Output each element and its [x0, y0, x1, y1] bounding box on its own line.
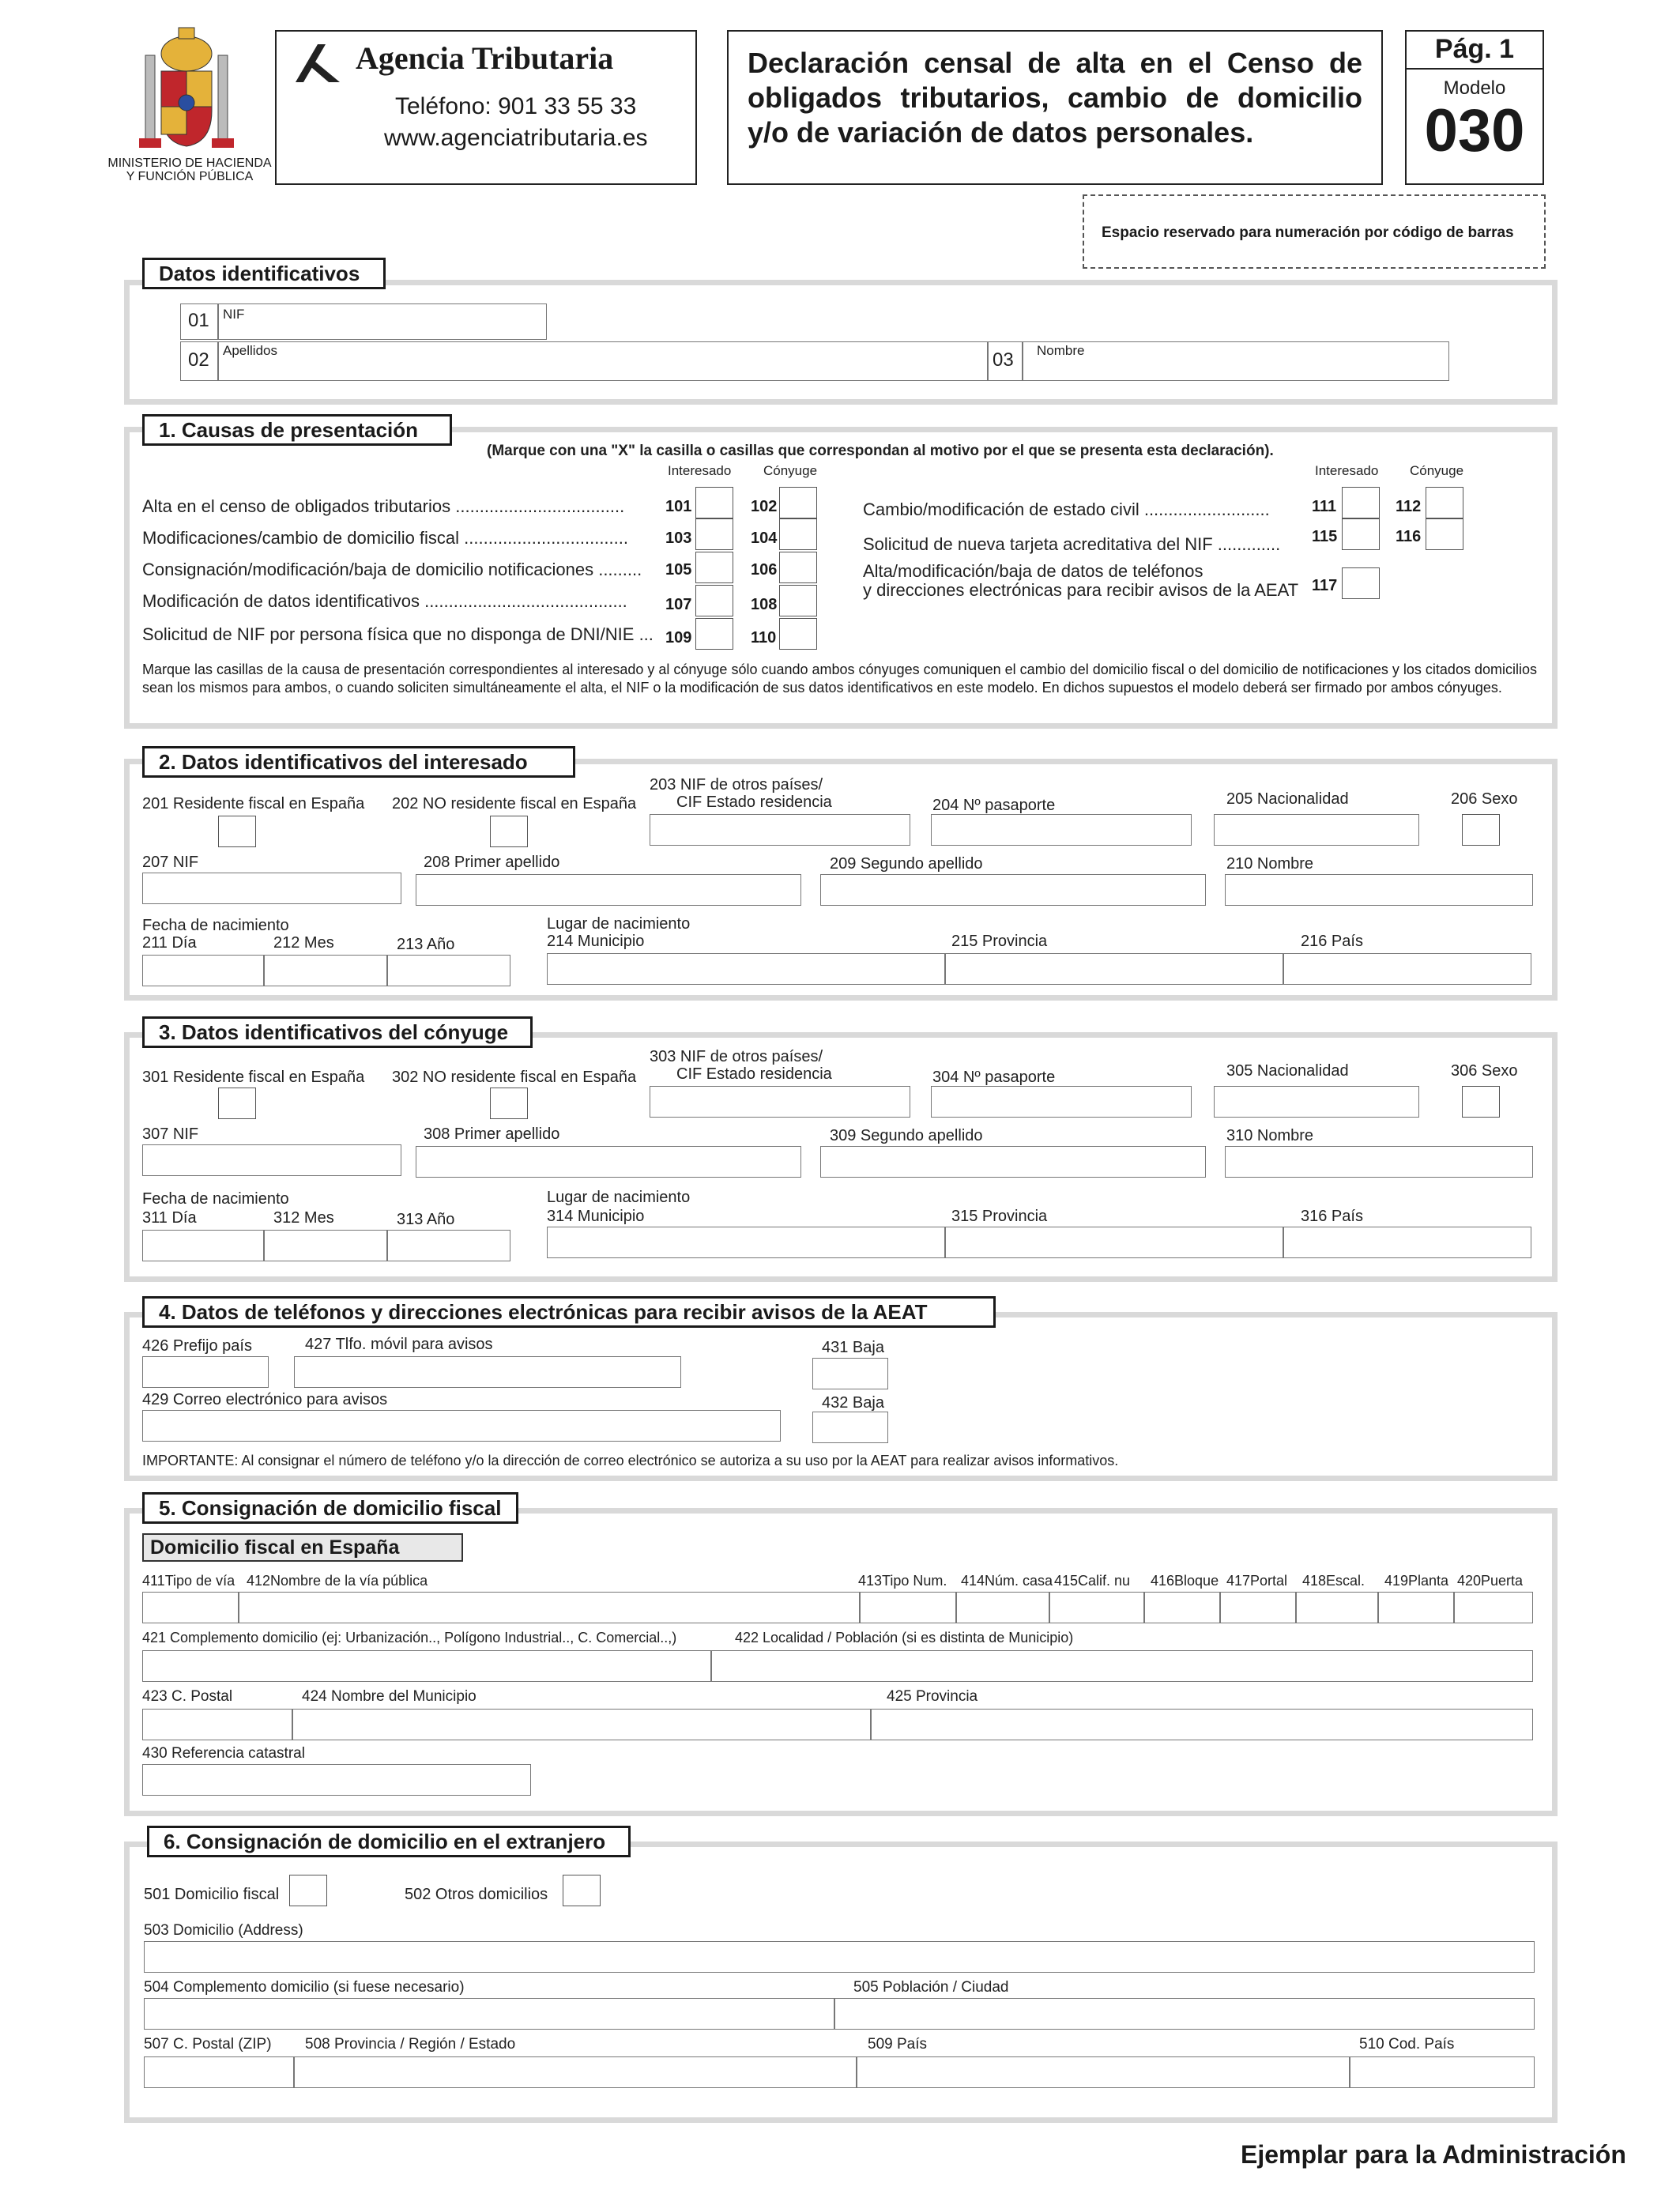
s2-215-field[interactable]: [945, 953, 1283, 985]
checkbox-112[interactable]: [1426, 487, 1463, 518]
s3-fecha-label: Fecha de nacimiento: [142, 1190, 289, 1208]
s2-214-field[interactable]: [547, 953, 945, 985]
s5-425-field[interactable]: [871, 1709, 1533, 1740]
s3-314-field[interactable]: [547, 1227, 945, 1258]
s5-414-label: 414Núm. casa: [961, 1573, 1053, 1589]
s5-417-field[interactable]: [1220, 1592, 1296, 1623]
s5-413-label: 413Tipo Num.: [858, 1573, 947, 1589]
s2-207-label: 207 NIF: [142, 854, 199, 871]
s5-415-field[interactable]: [1049, 1592, 1144, 1623]
checkbox-105[interactable]: [695, 552, 733, 583]
s1-interesado-header-right: Interesado: [1315, 463, 1379, 478]
s4-431-field[interactable]: [812, 1358, 888, 1389]
cause-102-code: 102: [751, 498, 778, 515]
s2-205-field[interactable]: [1214, 814, 1419, 846]
s2-203-field[interactable]: [650, 814, 910, 846]
cause-117-code: 117: [1312, 577, 1338, 594]
s5-424-field[interactable]: [292, 1709, 871, 1740]
s2-lugar-label: Lugar de nacimiento: [547, 915, 691, 933]
s2-213-label: 213 Año: [397, 936, 455, 953]
form-title: Declaración censal de alta en el Censo de obligados tributarios, cambio de domicilio y/o de variación de datos personales.: [748, 47, 1362, 149]
s3-306-label: 306 Sexo: [1451, 1062, 1518, 1080]
section-5-title: 5. Consignación de domicilio fiscal: [142, 1492, 518, 1524]
s3-301-checkbox[interactable]: [218, 1088, 256, 1119]
s1-conyuge-header-left: Cónyuge: [763, 463, 818, 478]
s2-214-label: 214 Municipio: [547, 933, 645, 950]
s2-212-field[interactable]: [264, 955, 387, 986]
s1-instruction: (Marque con una "X" la casilla o casillas que correspondan al motivo por el que se presenta esta declaración).: [487, 443, 1274, 459]
s3-304-label: 304 Nº pasaporte: [932, 1069, 1056, 1086]
s2-203-label-2: CIF Estado residencia: [676, 794, 832, 811]
s5-422-field[interactable]: [711, 1650, 1533, 1682]
s5-424-label: 424 Nombre del Municipio: [302, 1688, 477, 1705]
cause-103-code: 103: [665, 530, 692, 547]
s5-411-field[interactable]: [142, 1592, 239, 1623]
s3-309-field[interactable]: [820, 1146, 1206, 1178]
s3-316-label: 316 País: [1301, 1208, 1363, 1225]
s2-204-label: 204 Nº pasaporte: [932, 797, 1056, 814]
s5-417-label: 417Portal: [1226, 1573, 1288, 1589]
s3-314-label: 314 Municipio: [547, 1208, 645, 1225]
checkbox-103[interactable]: [695, 518, 733, 550]
cause-101-code: 101: [665, 498, 692, 515]
page-number-box: [1405, 30, 1544, 70]
s3-306-checkbox[interactable]: [1462, 1086, 1500, 1118]
s3-305-label: 305 Nacionalidad: [1226, 1062, 1349, 1080]
barcode-area: [1083, 194, 1546, 269]
section-2-title: 2. Datos identificativos del interesado: [142, 746, 575, 778]
footer-copy-label: Ejemplar para la Administración: [1241, 2140, 1626, 2169]
s6-502-checkbox[interactable]: [563, 1875, 601, 1906]
s3-307-label: 307 NIF: [142, 1125, 199, 1143]
nombre-field[interactable]: [1023, 341, 1449, 381]
s5-421-label: 421 Complemento domicilio (ej: Urbanización.., Polígono Industrial.., C. Comercial..,): [142, 1630, 677, 1646]
s3-312-label: 312 Mes: [273, 1209, 334, 1227]
s1-note: Marque las casillas de la causa de presentación correspondientes al interesado y al cónyuge sólo cuando ambos cónyuges comuniquen el cambio del domicilio fiscal o del domicilio de notificaciones y los citados domicilios sean los mismos para ambos, o cuando soliciten simultáneamente el alta, el NIF o la modificación de sus datos identificativos en este modelo. En dichos supuestos el modelo deberá ser firmado por ambos cónyuges.: [142, 662, 1537, 696]
s2-216-label: 216 País: [1301, 933, 1363, 950]
checkbox-101[interactable]: [695, 487, 733, 518]
checkbox-102[interactable]: [779, 487, 817, 518]
ministry-line-1: MINISTERIO DE HACIENDA: [107, 156, 272, 170]
cause-telefonos-label-1: Alta/modificación/baja de datos de teléfonos: [863, 561, 1203, 581]
checkbox-115[interactable]: [1342, 518, 1380, 550]
checkbox-111[interactable]: [1342, 487, 1380, 518]
s6-503-label: 503 Domicilio (Address): [144, 1922, 303, 1939]
s3-303-label-2: CIF Estado residencia: [676, 1065, 832, 1083]
s2-206-label: 206 Sexo: [1451, 790, 1518, 808]
section-ident-title: Datos identificativos: [142, 258, 386, 289]
checkbox-117[interactable]: [1342, 567, 1380, 599]
s3-310-field[interactable]: [1225, 1146, 1533, 1178]
s2-207-field[interactable]: [142, 873, 401, 904]
section-1-title: 1. Causas de presentación: [142, 414, 452, 446]
s3-310-label: 310 Nombre: [1226, 1127, 1314, 1144]
s5-412-field[interactable]: [239, 1592, 860, 1623]
s3-309-label: 309 Segundo apellido: [830, 1127, 983, 1144]
checkbox-107[interactable]: [695, 585, 733, 616]
apellidos-field[interactable]: [218, 341, 988, 381]
cause-110-code: 110: [751, 629, 777, 647]
s6-508-field[interactable]: [294, 2056, 857, 2088]
s6-505-field[interactable]: [834, 1998, 1535, 2030]
s6-501-label: 501 Domicilio fiscal: [144, 1886, 280, 1903]
s3-302-checkbox[interactable]: [490, 1088, 528, 1119]
cause-identificativos-label: Modificación de datos identificativos ..........................................: [142, 591, 627, 611]
s6-509-label: 509 País: [868, 2036, 927, 2053]
ministry-line-2: Y FUNCIÓN PÚBLICA: [126, 170, 254, 183]
cause-104-code: 104: [751, 530, 778, 547]
s2-202-label: 202 NO residente fiscal en España: [392, 795, 637, 812]
nif-field[interactable]: [218, 303, 547, 340]
s5-416-field[interactable]: [1144, 1592, 1220, 1623]
s5-412-label: 412Nombre de la vía pública: [247, 1573, 428, 1589]
s6-501-checkbox[interactable]: [289, 1875, 327, 1906]
s3-304-field[interactable]: [931, 1086, 1192, 1118]
s5-418-field[interactable]: [1296, 1592, 1378, 1623]
checkbox-108[interactable]: [779, 585, 817, 616]
s2-203-label-1: 203 NIF de otros países/: [650, 776, 823, 794]
s2-209-label: 209 Segundo apellido: [830, 855, 983, 873]
s2-204-field[interactable]: [931, 814, 1192, 846]
section-4-title: 4. Datos de teléfonos y direcciones electrónicas para recibir avisos de la AEAT: [142, 1296, 996, 1328]
s3-308-label: 308 Primer apellido: [424, 1125, 560, 1143]
s4-431-label: 431 Baja: [822, 1339, 884, 1356]
cause-115-code: 115: [1312, 528, 1338, 545]
s2-208-field[interactable]: [416, 874, 801, 906]
s6-503-field[interactable]: [144, 1941, 1535, 1973]
s6-505-label: 505 Población / Ciudad: [853, 1979, 1009, 1996]
checkbox-106[interactable]: [779, 552, 817, 583]
s2-208-label: 208 Primer apellido: [424, 854, 560, 871]
section-3-title: 3. Datos identificativos del cónyuge: [142, 1016, 533, 1048]
agency-logo-icon: [294, 43, 341, 88]
s3-307-field[interactable]: [142, 1144, 401, 1176]
s2-fecha-label: Fecha de nacimiento: [142, 917, 289, 934]
s5-419-label: 419Planta: [1384, 1573, 1449, 1589]
form-title-box: [727, 30, 1383, 185]
s4-note: IMPORTANTE: Al consignar el número de teléfono y/o la dirección de correo electrónico se autoriza a su uso por la AEAT para realizar avisos informativos.: [142, 1453, 1119, 1468]
s5-420-field[interactable]: [1454, 1592, 1533, 1623]
s4-427-field[interactable]: [294, 1356, 681, 1388]
s1-conyuge-header-right: Cónyuge: [1410, 463, 1464, 478]
cause-106-code: 106: [751, 561, 778, 579]
cause-telefonos-label-2: y direcciones electrónicas para recibir avisos de la AEAT: [863, 580, 1299, 600]
s3-316-field[interactable]: [1283, 1227, 1531, 1258]
s3-305-field[interactable]: [1214, 1086, 1419, 1118]
checkbox-110[interactable]: [779, 618, 817, 650]
cause-nif-label: Solicitud de NIF por persona física que no disponga de DNI/NIE ...: [142, 624, 654, 644]
apellidos-label: Apellidos: [223, 343, 277, 358]
s5-411-label: 411Tipo de vía: [142, 1573, 235, 1589]
nombre-label: Nombre: [1037, 343, 1085, 358]
page-number: Pág. 1: [1434, 34, 1515, 64]
s6-508-label: 508 Provincia / Región / Estado: [305, 2036, 516, 2053]
s5-423-field[interactable]: [142, 1709, 292, 1740]
agency-name: Agencia Tributaria: [356, 40, 614, 76]
s2-212-label: 212 Mes: [273, 934, 334, 952]
s3-312-field[interactable]: [264, 1230, 387, 1261]
s6-502-label: 502 Otros domicilios: [405, 1886, 548, 1903]
s2-202-checkbox[interactable]: [490, 816, 528, 847]
s6-504-field[interactable]: [144, 1998, 834, 2030]
agency-box: [275, 30, 697, 185]
s6-509-field[interactable]: [857, 2056, 1350, 2088]
code-02-label: 02: [188, 349, 209, 371]
s3-308-field[interactable]: [416, 1146, 801, 1178]
s2-201-checkbox[interactable]: [218, 816, 256, 847]
cause-112-code: 112: [1396, 498, 1422, 515]
s3-303-label-1: 303 NIF de otros países/: [650, 1048, 823, 1065]
s2-206-checkbox[interactable]: [1462, 814, 1500, 846]
s2-211-field[interactable]: [142, 955, 264, 986]
cause-116-code: 116: [1396, 528, 1422, 545]
s5-subtitle: Domicilio fiscal en España: [142, 1533, 463, 1562]
code-03-label: 03: [993, 349, 1014, 371]
modelo-number: 030: [1424, 97, 1525, 164]
ministry-name: [103, 156, 277, 183]
s5-422-label: 422 Localidad / Población (si es distinta de Municipio): [735, 1630, 1074, 1646]
cause-105-code: 105: [665, 561, 692, 579]
s3-313-field[interactable]: [387, 1230, 510, 1261]
checkbox-116[interactable]: [1426, 518, 1463, 550]
s5-419-field[interactable]: [1378, 1592, 1454, 1623]
s2-205-label: 205 Nacionalidad: [1226, 790, 1349, 808]
s6-510-label: 510 Cod. País: [1359, 2036, 1455, 2053]
s4-429-label: 429 Correo electrónico para avisos: [142, 1391, 388, 1408]
s6-510-field[interactable]: [1350, 2056, 1535, 2088]
s2-201-label: 201 Residente fiscal en España: [142, 795, 365, 812]
s2-210-field[interactable]: [1225, 874, 1533, 906]
s3-302-label: 302 NO residente fiscal en España: [392, 1069, 637, 1086]
s2-209-field[interactable]: [820, 874, 1206, 906]
cause-tarjeta-label: Solicitud de nueva tarjeta acreditativa del NIF .............: [863, 534, 1281, 554]
s5-423-label: 423 C. Postal: [142, 1688, 233, 1705]
s5-430-field[interactable]: [142, 1764, 531, 1796]
s4-429-field[interactable]: [142, 1410, 781, 1442]
section-6-title: 6. Consignación de domicilio en el extranjero: [147, 1826, 631, 1857]
s4-432-label: 432 Baja: [822, 1394, 884, 1412]
cause-107-code: 107: [665, 596, 692, 613]
s2-215-label: 215 Provincia: [951, 933, 1048, 950]
modelo-label: Modelo: [1443, 77, 1506, 99]
coat-of-arms-logo: [139, 24, 234, 154]
s5-425-label: 425 Provincia: [887, 1688, 978, 1705]
s5-413-field[interactable]: [860, 1592, 956, 1623]
s5-415-label: 415Calif. nu: [1054, 1573, 1131, 1589]
barcode-label: Espacio reservado para numeración por código de barras: [1102, 224, 1514, 241]
nif-label: NIF: [223, 307, 245, 322]
s6-507-field[interactable]: [144, 2056, 294, 2088]
s5-418-label: 418Escal.: [1302, 1573, 1365, 1589]
s2-211-label: 211 Día: [142, 934, 197, 952]
s4-427-label: 427 Tlfo. móvil para avisos: [305, 1336, 493, 1353]
s3-315-field[interactable]: [945, 1227, 1283, 1258]
cause-108-code: 108: [751, 596, 778, 613]
cause-domicilio-label: Modificaciones/cambio de domicilio fiscal ..................................: [142, 528, 628, 548]
s2-216-field[interactable]: [1283, 953, 1531, 985]
agency-phone: Teléfono: 901 33 55 33: [395, 93, 637, 119]
s2-213-field[interactable]: [387, 955, 510, 986]
s1-interesado-header-left: Interesado: [668, 463, 732, 478]
cause-estado-civil-label: Cambio/modificación de estado civil ..........................: [863, 499, 1270, 519]
s5-430-label: 430 Referencia catastral: [142, 1745, 305, 1762]
agency-web: www.agenciatributaria.es: [384, 125, 648, 151]
s3-315-label: 315 Provincia: [951, 1208, 1048, 1225]
s4-426-field[interactable]: [142, 1356, 269, 1388]
s2-210-label: 210 Nombre: [1226, 855, 1314, 873]
s3-313-label: 313 Año: [397, 1211, 455, 1228]
s5-421-field[interactable]: [142, 1650, 711, 1682]
s3-311-field[interactable]: [142, 1230, 264, 1261]
s5-416-label: 416Bloque: [1151, 1573, 1219, 1589]
s4-426-label: 426 Prefijo país: [142, 1337, 252, 1355]
s3-311-label: 311 Día: [142, 1209, 197, 1227]
s5-420-label: 420Puerta: [1457, 1573, 1524, 1589]
s4-432-field[interactable]: [812, 1412, 888, 1443]
s6-504-label: 504 Complemento domicilio (si fuese necesario): [144, 1979, 465, 1996]
modelo-box: [1405, 68, 1544, 185]
s6-507-label: 507 C. Postal (ZIP): [144, 2036, 272, 2053]
s3-301-label: 301 Residente fiscal en España: [142, 1069, 365, 1086]
cause-notificaciones-label: Consignación/modificación/baja de domicilio notificaciones .........: [142, 560, 642, 579]
checkbox-104[interactable]: [779, 518, 817, 550]
checkbox-109[interactable]: [695, 618, 733, 650]
s3-lugar-label: Lugar de nacimiento: [547, 1189, 691, 1206]
s5-414-field[interactable]: [956, 1592, 1049, 1623]
cause-111-code: 111: [1312, 498, 1337, 515]
code-01-label: 01: [188, 310, 209, 331]
s3-303-field[interactable]: [650, 1086, 910, 1118]
cause-alta-label: Alta en el censo de obligados tributarios ...................................: [142, 496, 625, 516]
cause-109-code: 109: [665, 629, 692, 647]
